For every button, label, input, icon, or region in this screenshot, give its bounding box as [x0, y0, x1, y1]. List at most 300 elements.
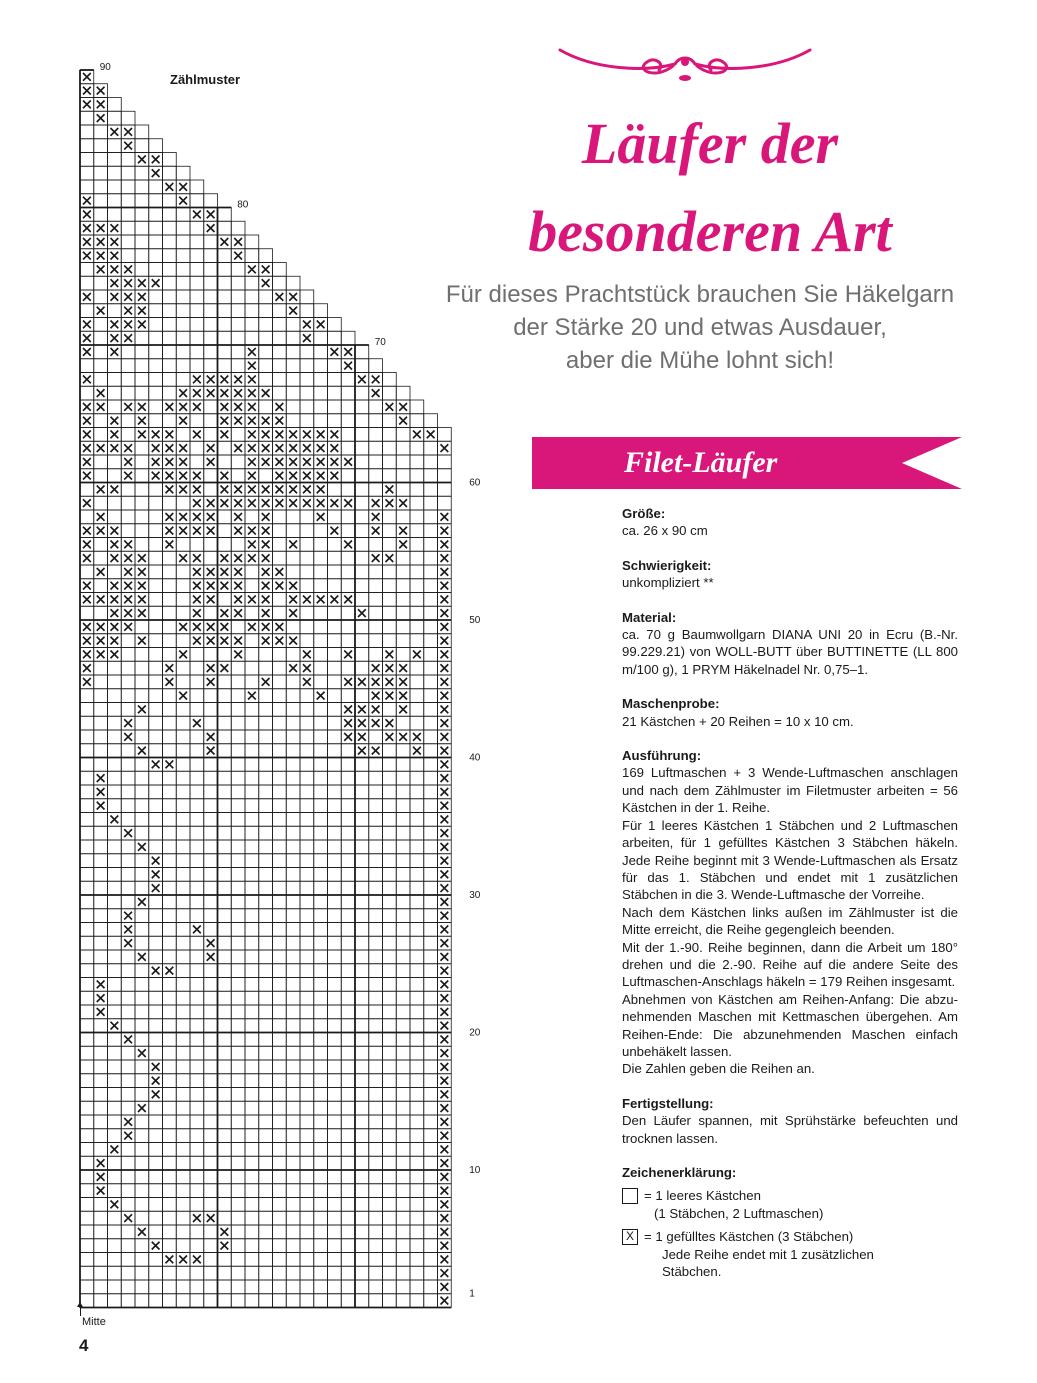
filled-cell-mark: [331, 458, 339, 466]
filled-cell-mark: [221, 609, 229, 617]
chart-cell: [424, 923, 438, 937]
chart-cell: [355, 1184, 369, 1198]
chart-cell: [231, 428, 245, 442]
chart-cell: [190, 744, 204, 758]
filled-cell-mark: [276, 472, 284, 480]
chart-cell: [424, 565, 438, 579]
filled-cell-mark: [97, 623, 105, 631]
chart-cell: [176, 235, 190, 249]
chart-cell: [176, 496, 190, 510]
chart-cell: [410, 400, 424, 414]
chart-cell: [328, 1239, 342, 1253]
chart-cell: [396, 1184, 410, 1198]
chart-cell: [396, 978, 410, 992]
chart-cell: [204, 689, 218, 703]
chart-cell: [328, 785, 342, 799]
chart-cell: [80, 153, 94, 167]
filled-cell-mark: [207, 224, 215, 232]
chart-cell: [190, 1184, 204, 1198]
chart-cell: [259, 1198, 273, 1212]
chart-cell: [176, 881, 190, 895]
chart-cell: [108, 304, 122, 318]
chart-cell: [410, 978, 424, 992]
chart-cell: [135, 1198, 149, 1212]
legend-empty: [622, 1187, 958, 1222]
chart-cell: [80, 826, 94, 840]
chart-cell: [231, 923, 245, 937]
chart-cell: [190, 455, 204, 469]
chart-cell: [149, 895, 163, 909]
chart-cell: [231, 1211, 245, 1225]
filled-cell-mark: [399, 499, 407, 507]
chart-cell: [424, 1225, 438, 1239]
chart-cell: [286, 964, 300, 978]
chart-cell: [355, 483, 369, 497]
chart-cell: [108, 359, 122, 373]
chart-cell: [135, 524, 149, 538]
chart-cell: [314, 730, 328, 744]
chart-cell: [149, 826, 163, 840]
chart-cell: [259, 304, 273, 318]
chart-cell: [231, 221, 245, 235]
chart-cell: [286, 799, 300, 813]
filled-cell-mark: [441, 774, 449, 782]
chart-cell: [108, 936, 122, 950]
chart-cell: [149, 909, 163, 923]
chart-cell: [259, 1033, 273, 1047]
chart-cell: [383, 606, 397, 620]
filled-cell-mark: [441, 568, 449, 576]
chart-cell: [259, 318, 273, 332]
chart-cell: [286, 1019, 300, 1033]
chart-cell: [176, 661, 190, 675]
chart-cell: [396, 593, 410, 607]
chart-cell: [135, 1184, 149, 1198]
filled-cell-mark: [111, 1146, 119, 1154]
chart-cell: [300, 1253, 314, 1267]
chart-cell: [231, 1129, 245, 1143]
chart-cell: [149, 235, 163, 249]
chart-cell: [424, 1060, 438, 1074]
chart-cell: [396, 1088, 410, 1102]
chart-cell: [94, 1211, 108, 1225]
chart-cell: [259, 716, 273, 730]
chart-cell: [328, 1019, 342, 1033]
chart-cell: [80, 1019, 94, 1033]
chart-cell: [396, 1129, 410, 1143]
chart-cell: [94, 868, 108, 882]
chart-cell: [273, 840, 287, 854]
filled-cell-mark: [207, 1214, 215, 1222]
chart-cell: [355, 936, 369, 950]
chart-cell: [218, 593, 232, 607]
chart-cell: [273, 318, 287, 332]
chart-cell: [80, 606, 94, 620]
chart-cell: [383, 620, 397, 634]
chart-cell: [108, 153, 122, 167]
chart-cell: [369, 620, 383, 634]
chart-cell: [259, 648, 273, 662]
chart-cell: [190, 221, 204, 235]
chart-cell: [383, 964, 397, 978]
chart-cell: [218, 1253, 232, 1267]
filled-cell-mark: [303, 321, 311, 329]
chart-cell: [341, 868, 355, 882]
chart-cell: [135, 799, 149, 813]
chart-cell: [314, 606, 328, 620]
chart-cell: [259, 978, 273, 992]
chart-cell: [190, 703, 204, 717]
chart-cell: [424, 483, 438, 497]
chart-cell: [108, 1280, 122, 1294]
chart-cell: [355, 854, 369, 868]
chart-cell: [149, 703, 163, 717]
filled-cell-mark: [399, 692, 407, 700]
chart-cell: [80, 263, 94, 277]
page-number: 4: [79, 1336, 89, 1355]
chart-cell: [149, 1115, 163, 1129]
chart-cell: [94, 675, 108, 689]
chart-cell: [300, 1198, 314, 1212]
subtitle-line-1: Für dieses Prachtstück brauchen Sie Häkelgarn: [445, 281, 955, 308]
chart-cell: [135, 991, 149, 1005]
filled-cell-mark: [83, 596, 91, 604]
filled-cell-mark: [441, 1091, 449, 1099]
filled-cell-mark: [83, 73, 91, 81]
chart-cell: [135, 826, 149, 840]
chart-cell: [314, 620, 328, 634]
chart-cell: [341, 1088, 355, 1102]
chart-cell: [190, 1156, 204, 1170]
chart-cell: [231, 1143, 245, 1157]
chart-cell: [396, 579, 410, 593]
chart-cell: [245, 771, 259, 785]
chart-cell: [286, 923, 300, 937]
chart-cell: [383, 703, 397, 717]
chart-cell: [163, 551, 177, 565]
filled-cell-mark: [262, 458, 270, 466]
filled-cell-mark: [441, 678, 449, 686]
chart-cell: [328, 950, 342, 964]
chart-cell: [149, 1266, 163, 1280]
chart-cell: [273, 923, 287, 937]
chart-cell: [259, 373, 273, 387]
chart-cell: [341, 469, 355, 483]
filled-cell-mark: [111, 554, 119, 562]
chart-cell: [80, 991, 94, 1005]
chart-cell: [190, 1198, 204, 1212]
chart-cell: [121, 1101, 135, 1115]
chart-cell: [259, 895, 273, 909]
chart-cell: [108, 139, 122, 153]
chart-cell: [328, 840, 342, 854]
chart-cell: [314, 1115, 328, 1129]
chart-cell: [273, 1115, 287, 1129]
chart-cell: [218, 455, 232, 469]
chart-cell: [245, 868, 259, 882]
filled-cell-mark: [124, 568, 132, 576]
chart-cell: [149, 1170, 163, 1184]
section-text: 169 Luftmaschen + 3 Wende-Luftmaschen anschlagen und nach dem Zählmuster im Filetmuster arbeiten = 56 Kästchen in der 1. Reihe.: [622, 765, 958, 816]
chart-cell: [396, 1005, 410, 1019]
chart-cell: [355, 1170, 369, 1184]
chart-cell: [149, 1005, 163, 1019]
chart-cell: [149, 290, 163, 304]
chart-cell: [355, 1253, 369, 1267]
chart-cell: [94, 551, 108, 565]
chart-cell: [94, 125, 108, 139]
chart-cell: [121, 1005, 135, 1019]
chart-cell: [355, 1033, 369, 1047]
chart-cell: [108, 1088, 122, 1102]
chart-cell: [94, 840, 108, 854]
chart-cell: [300, 1129, 314, 1143]
chart-cell: [218, 345, 232, 359]
chart-cell: [135, 496, 149, 510]
chart-cell: [163, 923, 177, 937]
chart-cell: [410, 799, 424, 813]
chart-cell: [80, 909, 94, 923]
chart-cell: [396, 881, 410, 895]
chart-cell: [245, 331, 259, 345]
chart-cell: [410, 868, 424, 882]
chart-cell: [410, 1170, 424, 1184]
chart-cell: [80, 359, 94, 373]
chart-cell: [286, 1253, 300, 1267]
filled-cell-mark: [441, 623, 449, 631]
chart-cell: [80, 139, 94, 153]
chart-cell: [121, 1239, 135, 1253]
chart-cell: [286, 524, 300, 538]
chart-cell: [204, 1143, 218, 1157]
chart-cell: [259, 661, 273, 675]
chart-cell: [163, 799, 177, 813]
chart-cell: [218, 510, 232, 524]
chart-cell: [341, 1239, 355, 1253]
chart-cell: [396, 826, 410, 840]
chart-cell: [273, 813, 287, 827]
chart-cell: [383, 1225, 397, 1239]
chart-cell: [94, 469, 108, 483]
filled-cell-mark: [124, 403, 132, 411]
chart-cell: [273, 895, 287, 909]
chart-cell: [231, 813, 245, 827]
chart-cell: [163, 235, 177, 249]
chart-cell: [121, 1170, 135, 1184]
chart-cell: [245, 799, 259, 813]
chart-cell: [300, 730, 314, 744]
chart-cell: [410, 538, 424, 552]
legend-filled-text: = 1 gefülltes Kästchen (3 Stäbchen): [644, 1229, 854, 1245]
chart-cell: [176, 1280, 190, 1294]
chart-cell: [314, 1129, 328, 1143]
chart-cell: [80, 730, 94, 744]
chart-cell: [108, 1060, 122, 1074]
chart-cell: [204, 1239, 218, 1253]
filled-cell-mark: [317, 431, 325, 439]
chart-cell: [245, 909, 259, 923]
chart-cell: [108, 895, 122, 909]
filled-cell-mark: [179, 651, 187, 659]
chart-cell: [108, 964, 122, 978]
chart-cell: [190, 1088, 204, 1102]
chart-cell: [190, 1294, 204, 1308]
chart-cell: [300, 716, 314, 730]
legend-empty-line-1: = 1 leeres Kästchen: [644, 1188, 761, 1204]
chart-cell: [204, 923, 218, 937]
chart-cell: [328, 799, 342, 813]
filled-cell-mark: [317, 499, 325, 507]
filled-cell-mark: [441, 1049, 449, 1057]
chart-cell: [176, 1101, 190, 1115]
chart-cell: [328, 538, 342, 552]
chart-cell: [149, 194, 163, 208]
chart-cell: [135, 249, 149, 263]
filled-cell-mark: [124, 1132, 132, 1140]
chart-cell: [355, 978, 369, 992]
filled-cell-mark: [166, 444, 174, 452]
chart-cell: [218, 1019, 232, 1033]
chart-cell: [80, 1211, 94, 1225]
chart-cell: [190, 648, 204, 662]
chart-cell: [369, 441, 383, 455]
chart-cell: [94, 716, 108, 730]
legend-note-line-2: Stäbchen.: [662, 1264, 722, 1280]
chart-cell: [424, 620, 438, 634]
chart-cell: [176, 373, 190, 387]
filled-cell-mark: [83, 664, 91, 672]
chart-cell: [94, 1074, 108, 1088]
instructions: [622, 505, 958, 1297]
filled-cell-mark: [207, 678, 215, 686]
chart-cell: [121, 180, 135, 194]
chart-cell: [328, 758, 342, 772]
chart-cell: [438, 469, 452, 483]
chart-cell: [328, 620, 342, 634]
chart-cell: [314, 1019, 328, 1033]
chart-cell: [80, 1060, 94, 1074]
chart-cell: [369, 1074, 383, 1088]
filled-cell-mark: [441, 582, 449, 590]
chart-cell: [300, 1225, 314, 1239]
filled-cell-mark: [166, 431, 174, 439]
chart-cell: [314, 359, 328, 373]
filled-cell-mark: [358, 706, 366, 714]
filled-cell-mark: [166, 403, 174, 411]
legend-note-line-1: Jede Reihe endet mit 1 zusätzlichen: [662, 1246, 874, 1262]
chart-cell: [163, 868, 177, 882]
chart-cell: [218, 950, 232, 964]
chart-cell: [424, 1129, 438, 1143]
chart-cell: [300, 1211, 314, 1225]
chart-cell: [286, 936, 300, 950]
filled-cell-mark: [248, 348, 256, 356]
chart-cell: [245, 1198, 259, 1212]
chart-cell: [108, 386, 122, 400]
chart-cell: [245, 730, 259, 744]
filled-cell-mark: [166, 486, 174, 494]
chart-cell: [204, 1088, 218, 1102]
chart-cell: [176, 565, 190, 579]
chart-cell: [424, 689, 438, 703]
filled-cell-mark: [372, 554, 380, 562]
chart-cell: [149, 538, 163, 552]
chart-cell: [231, 661, 245, 675]
chart-cell: [424, 441, 438, 455]
chart-cell: [259, 331, 273, 345]
chart-cell: [341, 1294, 355, 1308]
filled-cell-mark: [124, 609, 132, 617]
filled-cell-mark: [372, 664, 380, 672]
chart-cell: [383, 758, 397, 772]
chart-cell: [341, 634, 355, 648]
chart-cell: [369, 1046, 383, 1060]
chart-cell: [121, 1156, 135, 1170]
filled-cell-mark: [152, 967, 160, 975]
chart-cell: [135, 139, 149, 153]
chart-cell: [369, 1156, 383, 1170]
chart-cell: [314, 1280, 328, 1294]
chart-cell: [121, 386, 135, 400]
chart-cell: [383, 854, 397, 868]
chart-cell: [245, 661, 259, 675]
filled-cell-mark: [358, 376, 366, 384]
chart-cell: [286, 716, 300, 730]
chart-cell: [383, 469, 397, 483]
chart-cell: [190, 1225, 204, 1239]
chart-cell: [121, 661, 135, 675]
filled-cell-mark: [289, 486, 297, 494]
chart-cell: [176, 579, 190, 593]
chart-cell: [424, 538, 438, 552]
chart-cell: [135, 689, 149, 703]
chart-cell: [121, 414, 135, 428]
chart-cell: [259, 785, 273, 799]
filled-cell-mark: [303, 678, 311, 686]
filled-cell-mark: [331, 348, 339, 356]
chart-cell: [259, 771, 273, 785]
chart-cell: [410, 1266, 424, 1280]
filled-cell-mark: [276, 568, 284, 576]
section-text: Die Zahlen geben die Reihen an.: [622, 1061, 815, 1077]
chart-cell: [190, 249, 204, 263]
chart-cell: [108, 826, 122, 840]
chart-cell: [94, 1101, 108, 1115]
chart-cell: [231, 1266, 245, 1280]
chart-cell: [273, 758, 287, 772]
filled-cell-mark: [138, 1228, 146, 1236]
chart-cell: [121, 964, 135, 978]
chart-cell: [149, 936, 163, 950]
chart-cell: [424, 964, 438, 978]
chart-cell: [383, 1088, 397, 1102]
chart-cell: [218, 249, 232, 263]
chart-cell: [424, 524, 438, 538]
chart-cell: [424, 606, 438, 620]
chart-cell: [135, 194, 149, 208]
chart-cell: [80, 689, 94, 703]
filled-cell-mark: [372, 678, 380, 686]
chart-cell: [355, 1129, 369, 1143]
filled-cell-mark: [83, 651, 91, 659]
chart-cell: [80, 304, 94, 318]
filled-cell-mark: [248, 458, 256, 466]
filled-cell-mark: [441, 1214, 449, 1222]
chart-cell: [369, 909, 383, 923]
chart-cell: [218, 290, 232, 304]
chart-cell: [341, 565, 355, 579]
chart-cell: [328, 1184, 342, 1198]
